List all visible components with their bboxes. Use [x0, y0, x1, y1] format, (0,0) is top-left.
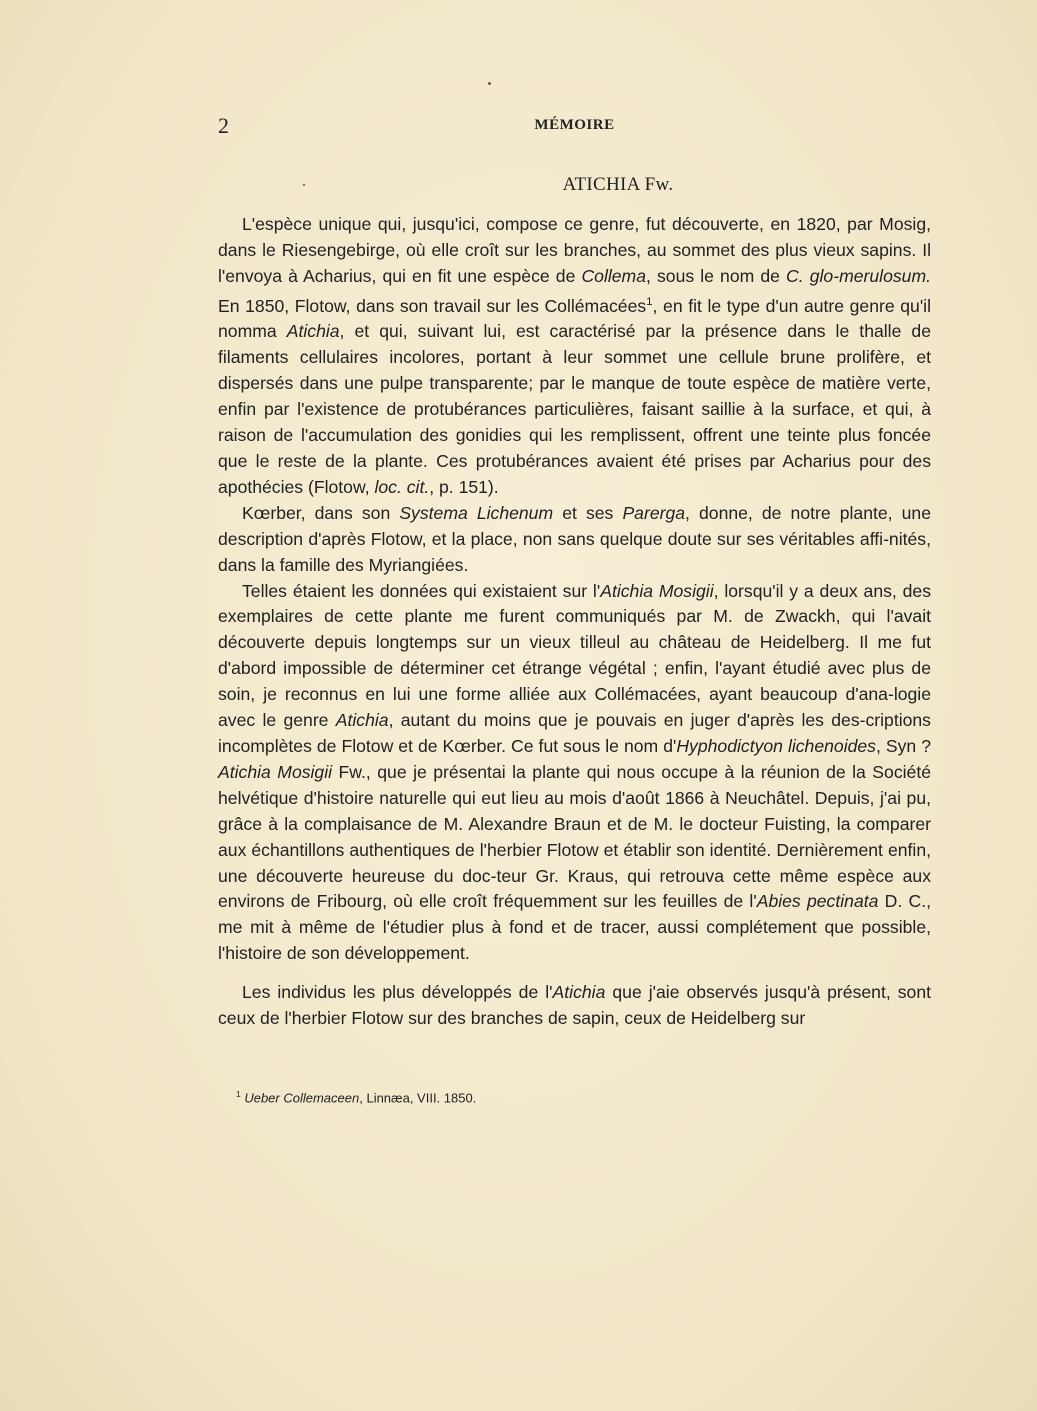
text-run: Fw., que je présentai la plante qui nous occupe à la réunion de la Société helvétique d'histoire naturelle qui eut lieu au mois d'août 1866 à Neuchâtel. Depuis, j'ai pu, grâce à la complaisance de M. Alexandre Braun et de M. le docteur Fuisting, la comparer aux échantillons authentiques de l'herbier Flotow et établir son identité. Dernièrement enfin, une découverte heureuse du doc-teur Gr. Kraus, qui retrouva cette même espèce aux environs de Fribourg, où elle croît fréquemment sur les feuilles de l': [218, 761, 931, 912]
text-run: Kœrber, dans son: [242, 502, 400, 523]
italic-text: C. glo-merulosum.: [786, 265, 931, 286]
page-header: [218, 113, 931, 139]
text-run: L'espèce unique qui, jusqu'ici, compose ce genre, fut découverte, en 1820, par Mosig, dans le Riesengebirge, où elle croît sur les branches, au sommet des plus vieux sapins. Il l'envoya à Acharius, qui en fit une espèce de: [218, 214, 931, 286]
text-run: Les individus les plus développés de l': [242, 982, 553, 1003]
text-run: , lorsqu'il y a deux ans, des exemplaires de cette plante me furent communiqués par M. de Zwackh, qui l'avait découverte depuis longtemps sur un vieux tilleul au château de Heidelberg. Il me fut d'abord impossible de déterminer cet étrange végétal ; enfin, l'ayant étudié avec plus de soin, je reconnus en lui une forme alliée aux Collémacées, ayant beaucoup d'ana-logie avec le genre: [218, 580, 931, 731]
text-run: Telles étaient les données qui existaient sur l': [242, 580, 601, 601]
text-run: que j'aie observés jusqu'à présent, sont ceux de l'herbier Flotow sur des branches de sapin, ceux de Heidelberg sur: [218, 982, 931, 1029]
text-run: , Linnæa, VIII. 1850.: [359, 1090, 477, 1106]
section-title: ATICHIA Fw.: [562, 174, 674, 195]
text-run: , autant du moins que je pouvais en juger d'après les des-criptions incomplètes de Flotow et de Kœrber. Ce fut sous le nom d': [218, 710, 931, 756]
italic-text: Atichia Mosigii: [600, 580, 714, 601]
footnote: [236, 1089, 476, 1105]
italic-text: Abies pectinata: [756, 891, 879, 912]
paragraph-4: [218, 980, 931, 1032]
italic-text: Atichia Mosigii: [218, 761, 333, 782]
text-run: En 1850, Flotow, dans son travail sur les Collémacées: [218, 295, 647, 316]
italic-text: Atichia: [552, 982, 606, 1003]
body-text: [218, 212, 931, 1032]
text-run: et ses: [553, 502, 623, 523]
text-run: D. C., me mit à même de l'étudier plus à fond et de tracer, aussi complétement que possible, l'histoire de son développement.: [218, 891, 932, 964]
text-run: , en fit le type d'un autre genre qu'il nomma: [218, 295, 931, 342]
running-head: MÉMOIRE: [534, 117, 615, 133]
text-run: , sous le nom de: [646, 265, 787, 286]
footnote-marker: 1: [646, 295, 653, 308]
paragraph-1: [218, 212, 931, 501]
text-run: , donne, de notre plante, une description d'après Flotow, et la place, non sans quelque doute sur ses véritables affi-nités, dans la famille des Myriangiées.: [218, 502, 931, 575]
italic-text: Atichia: [286, 321, 340, 342]
paper-speck: [303, 184, 305, 186]
italic-text: Collema: [581, 265, 646, 286]
italic-text: loc. cit.: [374, 476, 430, 497]
italic-text: Parerga: [622, 502, 686, 523]
text-run: , p. 151).: [429, 476, 499, 497]
text-run: , Syn ?: [875, 735, 931, 756]
text-run: , et qui, suivant lui, est caractérisé par la présence dans le thalle de filaments cellulaires incolores, portant à leur sommet une cellule brune prolifère, et dispersés dans une pulpe transparente; par le manque de toute espèce de matière verte, enfin par l'existence de protubérances particulières, faisant saillie à la surface, et qui, à raison de l'accumulation des gonidies qui les remplissent, offrent une teinte plus foncée que le reste de la plante. Ces protubérances avaient été prises par Acharius pour des apothécies (Flotow,: [218, 321, 931, 497]
italic-text: Systema Lichenum: [399, 502, 554, 523]
paragraph-3: [218, 579, 931, 968]
italic-text: Hyphodictyon lichenoides: [676, 735, 876, 756]
footnote-marker: 1: [236, 1089, 241, 1099]
page-number: 2: [218, 113, 229, 138]
italic-text: Ueber Collemaceen: [244, 1090, 360, 1106]
italic-text: Atichia: [335, 710, 389, 731]
paragraph-2: [218, 501, 931, 579]
paper-speck: [488, 82, 491, 85]
